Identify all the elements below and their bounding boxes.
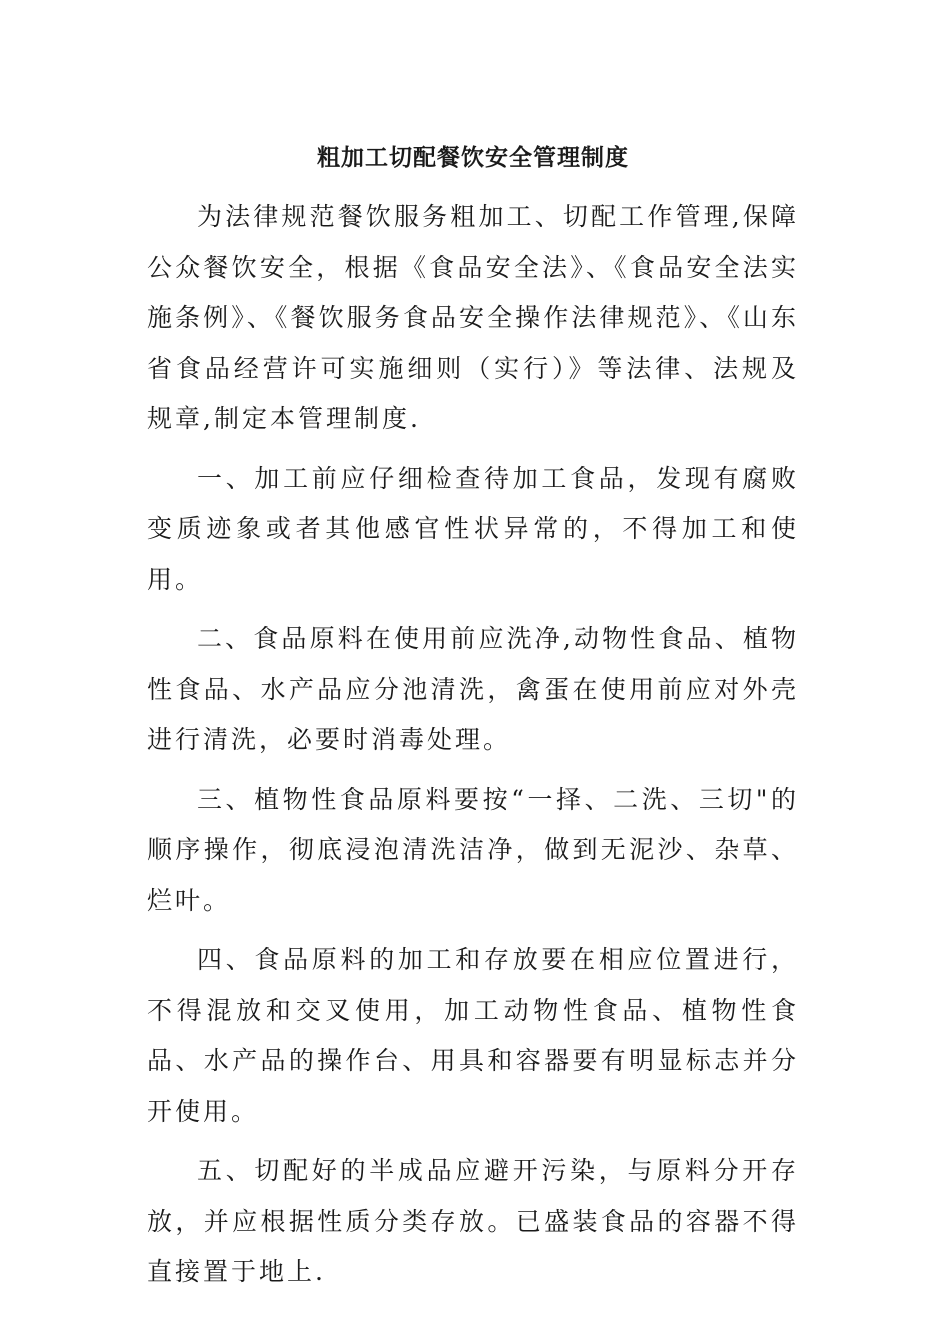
paragraph-rule-5: 五、切配好的半成品应避开污染，与原料分开存放，并应根据性质分类存放。已盛装食品的容器不得直接置于地上. — [147, 1156, 799, 1286]
paragraph-rule-2: 二、食品原料在使用前应洗净,动物性食品、植物性食品、水产品应分池清洗，禽蛋在使用前应对外壳进行清洗，必要时消毒处理。 — [147, 624, 799, 754]
paragraph-rule-4: 四、食品原料的加工和存放要在相应位置进行，不得混放和交叉使用，加工动物性食品、植物性食品、水产品的操作台、用具和容器要有明显标志并分开使用。 — [147, 945, 799, 1126]
paragraph-rule-3: 三、植物性食品原料要按“一择、二洗、三切"的顺序操作，彻底浸泡清洗洁净，做到无泥沙、杂草、烂叶。 — [147, 784, 799, 915]
document-page — [147, 138, 799, 1307]
document-title: 粗加工切配餐饮安全管理制度 — [317, 144, 629, 171]
paragraph-intro: 为法律规范餐饮服务粗加工、切配工作管理,保障公众餐饮安全，根据《食品安全法》、《食品安全法实施条例》、《餐饮服务食品安全操作法律规范》、《山东省食品经营许可实施细则（实行）》等法律、法规及规章,制定本管理制度. — [147, 202, 799, 433]
paragraph-rule-1: 一、加工前应仔细检查待加工食品，发现有腐败变质迹象或者其他感官性状异常的，不得加工和使用。 — [147, 463, 799, 594]
